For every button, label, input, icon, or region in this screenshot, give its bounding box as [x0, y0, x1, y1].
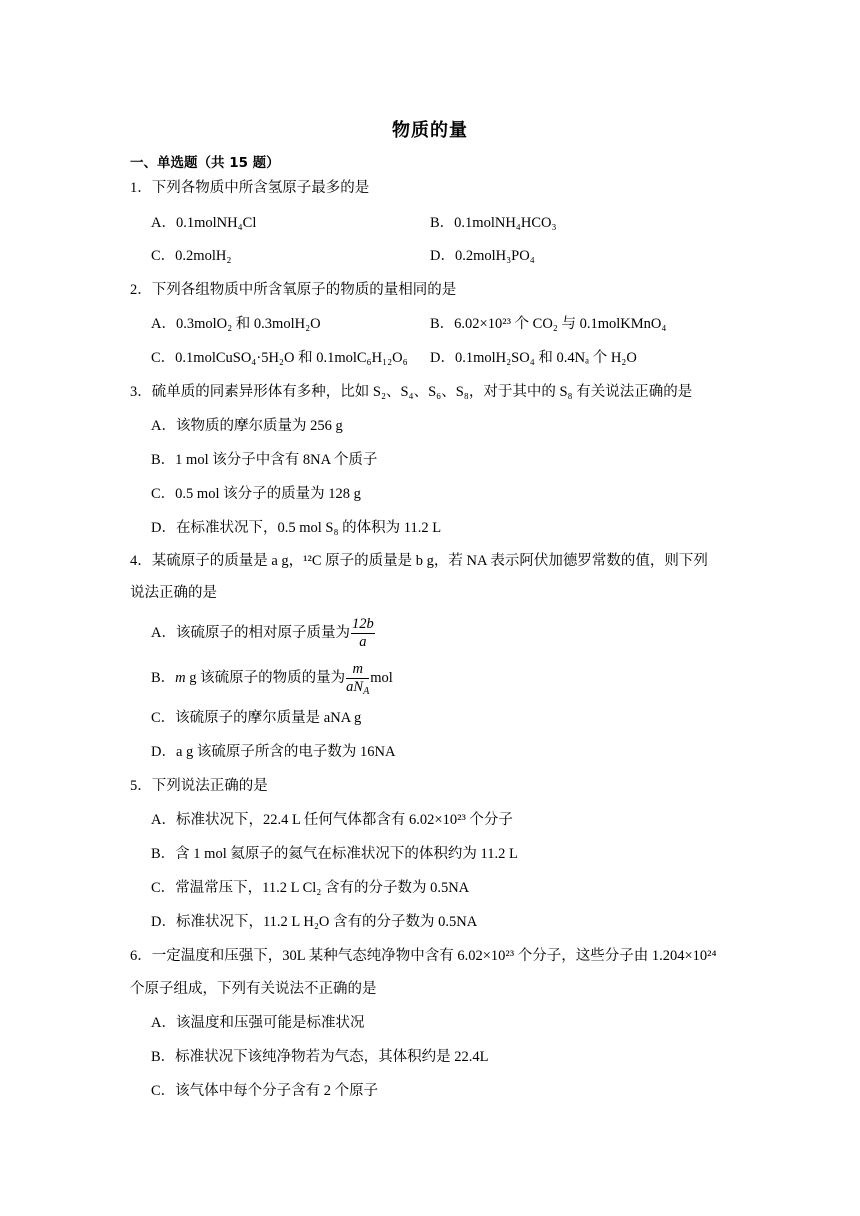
question-3-option-b: B．1 mol 该分子中含有 8NA 个质子 [151, 452, 378, 468]
question-4-option-a [151, 615, 376, 651]
question-3-option-d: D．在标准状况下，0.5 mol S₈ 的体积为 11.2 L [151, 520, 442, 536]
question-2-option-c: C．0.1molCuSO₄·5H₂O 和 0.1molC₆H₁₂O₆ [151, 350, 408, 366]
question-1-option-c: C．0.2molH₂ [151, 248, 232, 264]
question-6-stem-line-1: 6．一定温度和压强下，30L 某种气态纯净物中含有 6.02×10²³ 个分子，这些分子由 1.204×10²⁴ [130, 948, 717, 964]
question-5-option-c: C．常温常压下，11.2 L Cl₂ 含有的分子数为 0.5NA [151, 880, 470, 896]
fraction-denominator-subscript: A [363, 686, 370, 698]
fraction-numerator: 12b [351, 616, 374, 633]
question-6-option-c: C．该气体中每个分子含有 2 个原子 [151, 1083, 379, 1099]
question-4-stem-line-1: 4．某硫原子的质量是 a g，¹²C 原子的质量是 b g，若 NA 表示阿伏加德罗常数的值，则下列 [130, 553, 708, 569]
option-b-text: g 该硫原子的物质的量为 [185, 670, 346, 686]
question-6-option-b: B．标准状况下该纯净物若为气态，其体积约是 22.4L [151, 1049, 489, 1065]
fraction-12b-over-a [351, 616, 375, 651]
question-5-stem: 5．下列说法正确的是 [130, 778, 268, 794]
question-4-option-c: C．该硫原子的摩尔质量是 aNA g [151, 710, 362, 726]
option-b-unit: mol [370, 670, 393, 686]
question-5-option-a: A．标准状况下，22.4 L 任何气体都含有 6.02×10²³ 个分子 [151, 812, 513, 828]
question-6-option-a: A．该温度和压强可能是标准状况 [151, 1015, 365, 1031]
section-heading: 一、单选题（共 15 题） [130, 155, 280, 171]
question-1-option-a: A．0.1molNH₄Cl [151, 215, 257, 231]
question-3-stem: 3．硫单质的同素异形体有多种，比如 S₂、S₄、S₆、S₈，对于其中的 S₈ 有关说法正确的是 [130, 384, 693, 400]
question-4-option-d: D．a g 该硫原子所含的电子数为 16NA [151, 744, 396, 760]
question-3-option-c: C．0.5 mol 该分子的质量为 128 g [151, 486, 361, 502]
question-2-stem: 2．下列各组物质中所含氧原子的物质的量相同的是 [130, 282, 457, 298]
fraction-denominator-base: aN [346, 679, 364, 696]
option-a-text: A．该硫原子的相对原子质量为 [151, 625, 350, 641]
fraction-denominator [346, 679, 369, 696]
question-2-option-d: D．0.1molH₂SO₄ 和 0.4Nₐ 个 H₂O [430, 350, 637, 366]
question-6-stem-line-2: 个原子组成，下列有关说法不正确的是 [130, 981, 377, 997]
question-2-option-a: A．0.3molO₂ 和 0.3molH₂O [151, 316, 321, 332]
question-5-option-b: B．含 1 mol 氦原子的氦气在标准状况下的体积约为 11.2 L [151, 846, 518, 862]
fraction-numerator: m [346, 661, 369, 679]
question-1-option-d: D．0.2molH₃PO₄ [430, 248, 535, 264]
page-title: 物质的量 [392, 120, 468, 141]
option-b-variable: m [175, 670, 186, 686]
fraction-denominator: a [359, 634, 367, 651]
question-4-option-b [151, 660, 393, 696]
option-b-prefix: B． [151, 670, 176, 686]
question-1-option-b: B．0.1molNH₄HCO₃ [430, 215, 557, 231]
question-2-option-b: B．6.02×10²³ 个 CO₂ 与 0.1molKMnO₄ [430, 316, 667, 332]
question-3-option-a: A．该物质的摩尔质量为 256 g [151, 418, 343, 434]
question-4-stem-line-2: 说法正确的是 [130, 585, 217, 601]
question-5-option-d: D．标准状况下，11.2 L H₂O 含有的分子数为 0.5NA [151, 914, 478, 930]
fraction-m-over-anA [346, 661, 369, 696]
question-1-stem: 1．下列各物质中所含氢原子最多的是 [130, 180, 370, 196]
